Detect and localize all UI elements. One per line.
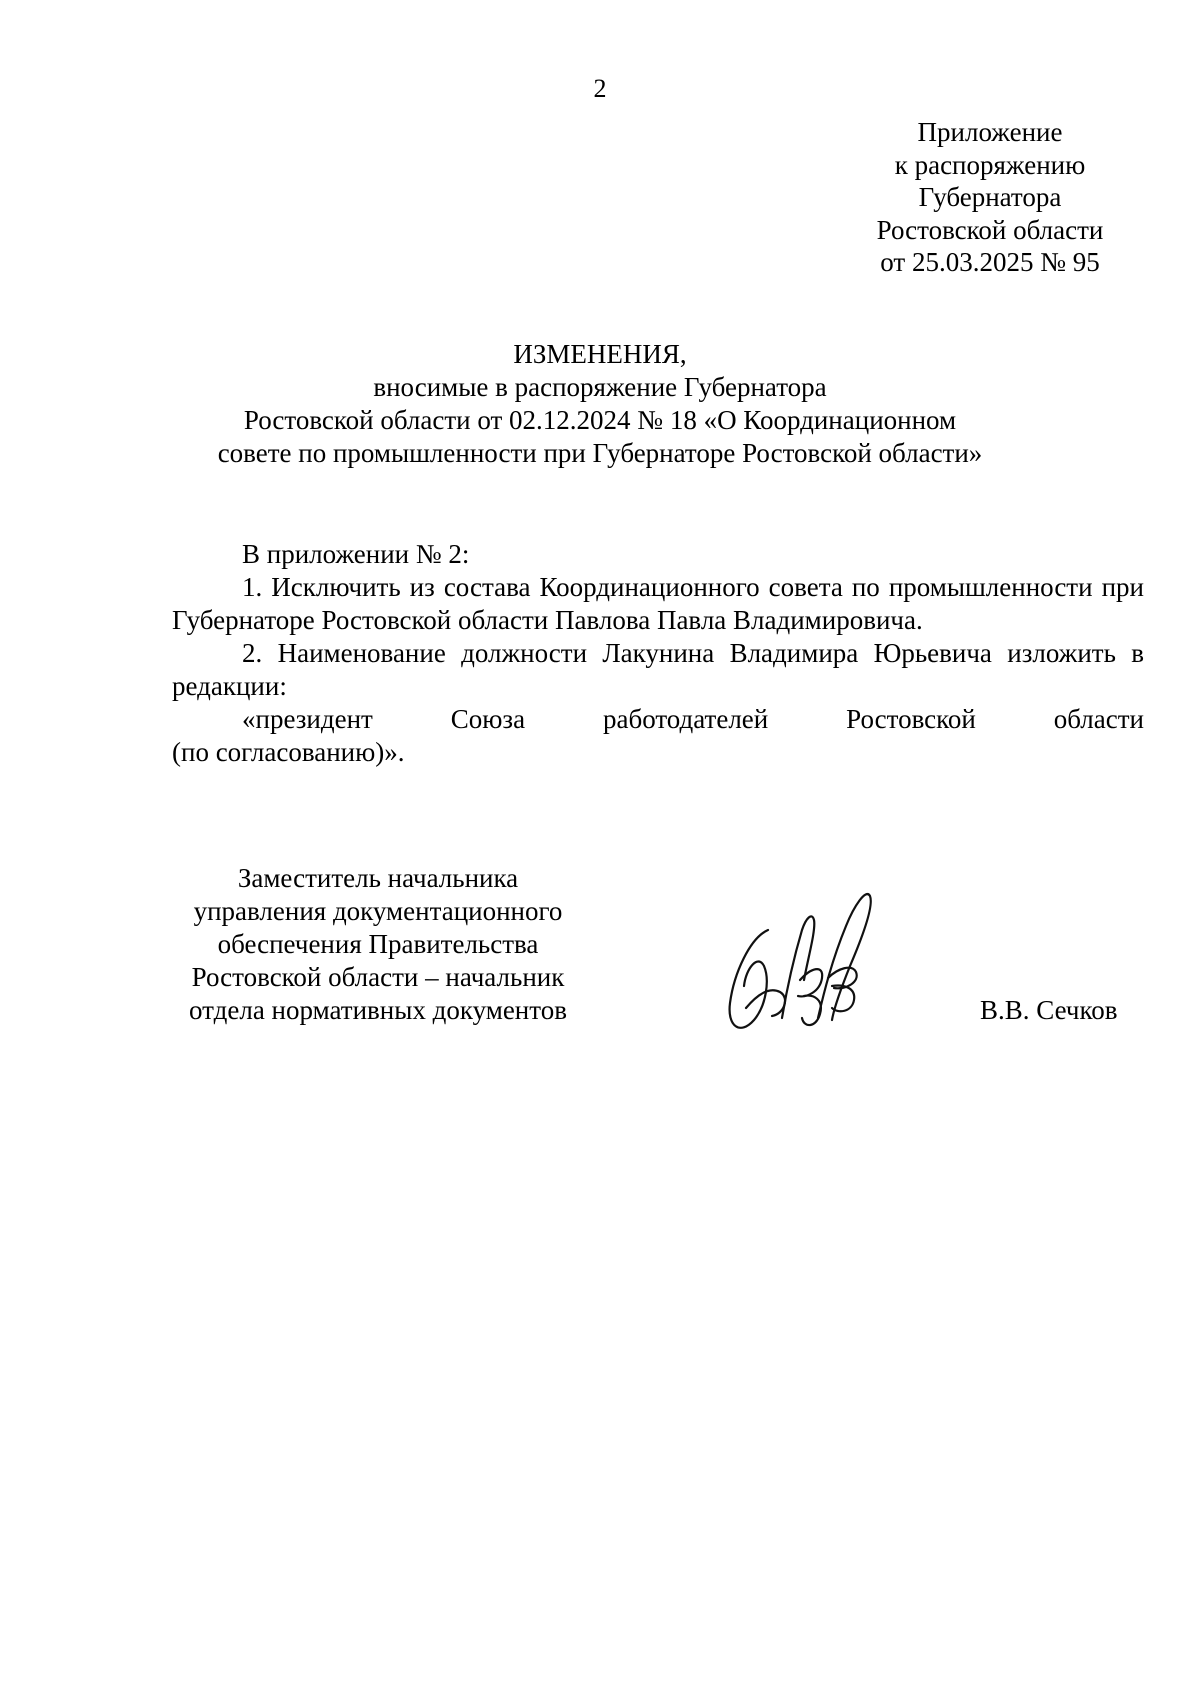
body-quote-end: (по согласованию)». (172, 737, 405, 767)
body-item-2: 2. Наименование должности Лакунина Владимира Юрьевича изложить в редакции: (172, 638, 1144, 701)
appendix-line: Ростовской области (876, 214, 1104, 245)
appendix-reference (840, 116, 1140, 279)
position-line: Заместитель начальника (237, 863, 519, 893)
body-intro: В приложении № 2: (242, 539, 470, 569)
quote-word: Союза (450, 704, 526, 734)
body-quote-line (172, 703, 1144, 736)
handwritten-signature-icon (720, 868, 880, 1038)
signatory-position (172, 862, 584, 1027)
document-body (172, 538, 1144, 769)
position-line: управления документационного (193, 896, 563, 926)
quote-word: «президент (242, 704, 373, 734)
appendix-line: Приложение (917, 117, 1063, 147)
quote-word: области (1053, 704, 1144, 734)
quote-word: Ростовской (846, 704, 976, 734)
position-line: отдела нормативных документов (189, 995, 567, 1025)
signer-name: В.В. Сечков (980, 995, 1118, 1025)
heading-line: Ростовской области от 02.12.2024 № 18 «О Координационном (243, 405, 957, 435)
appendix-line: к распоряжению (894, 149, 1086, 180)
position-line: Ростовской области – начальник (191, 962, 565, 992)
heading-line: вносимые в распоряжение Губернатора (373, 372, 827, 402)
body-item-1: 1. Исключить из состава Координационного совета по промышленности при Губернаторе Ростовской области Павлова Павла Владимировича. (172, 572, 1144, 635)
heading-line: совете по промышленности при Губернаторе Ростовской области» (217, 438, 983, 468)
page-number: 2 (593, 74, 607, 103)
heading-title: ИЗМЕНЕНИЯ, (513, 339, 687, 369)
position-line: обеспечения Правительства (217, 929, 539, 959)
document-heading (200, 338, 1000, 470)
quote-word: работодателей (602, 704, 769, 734)
appendix-line: Губернатора (918, 182, 1062, 212)
appendix-line: от 25.03.2025 № 95 (880, 247, 1100, 277)
